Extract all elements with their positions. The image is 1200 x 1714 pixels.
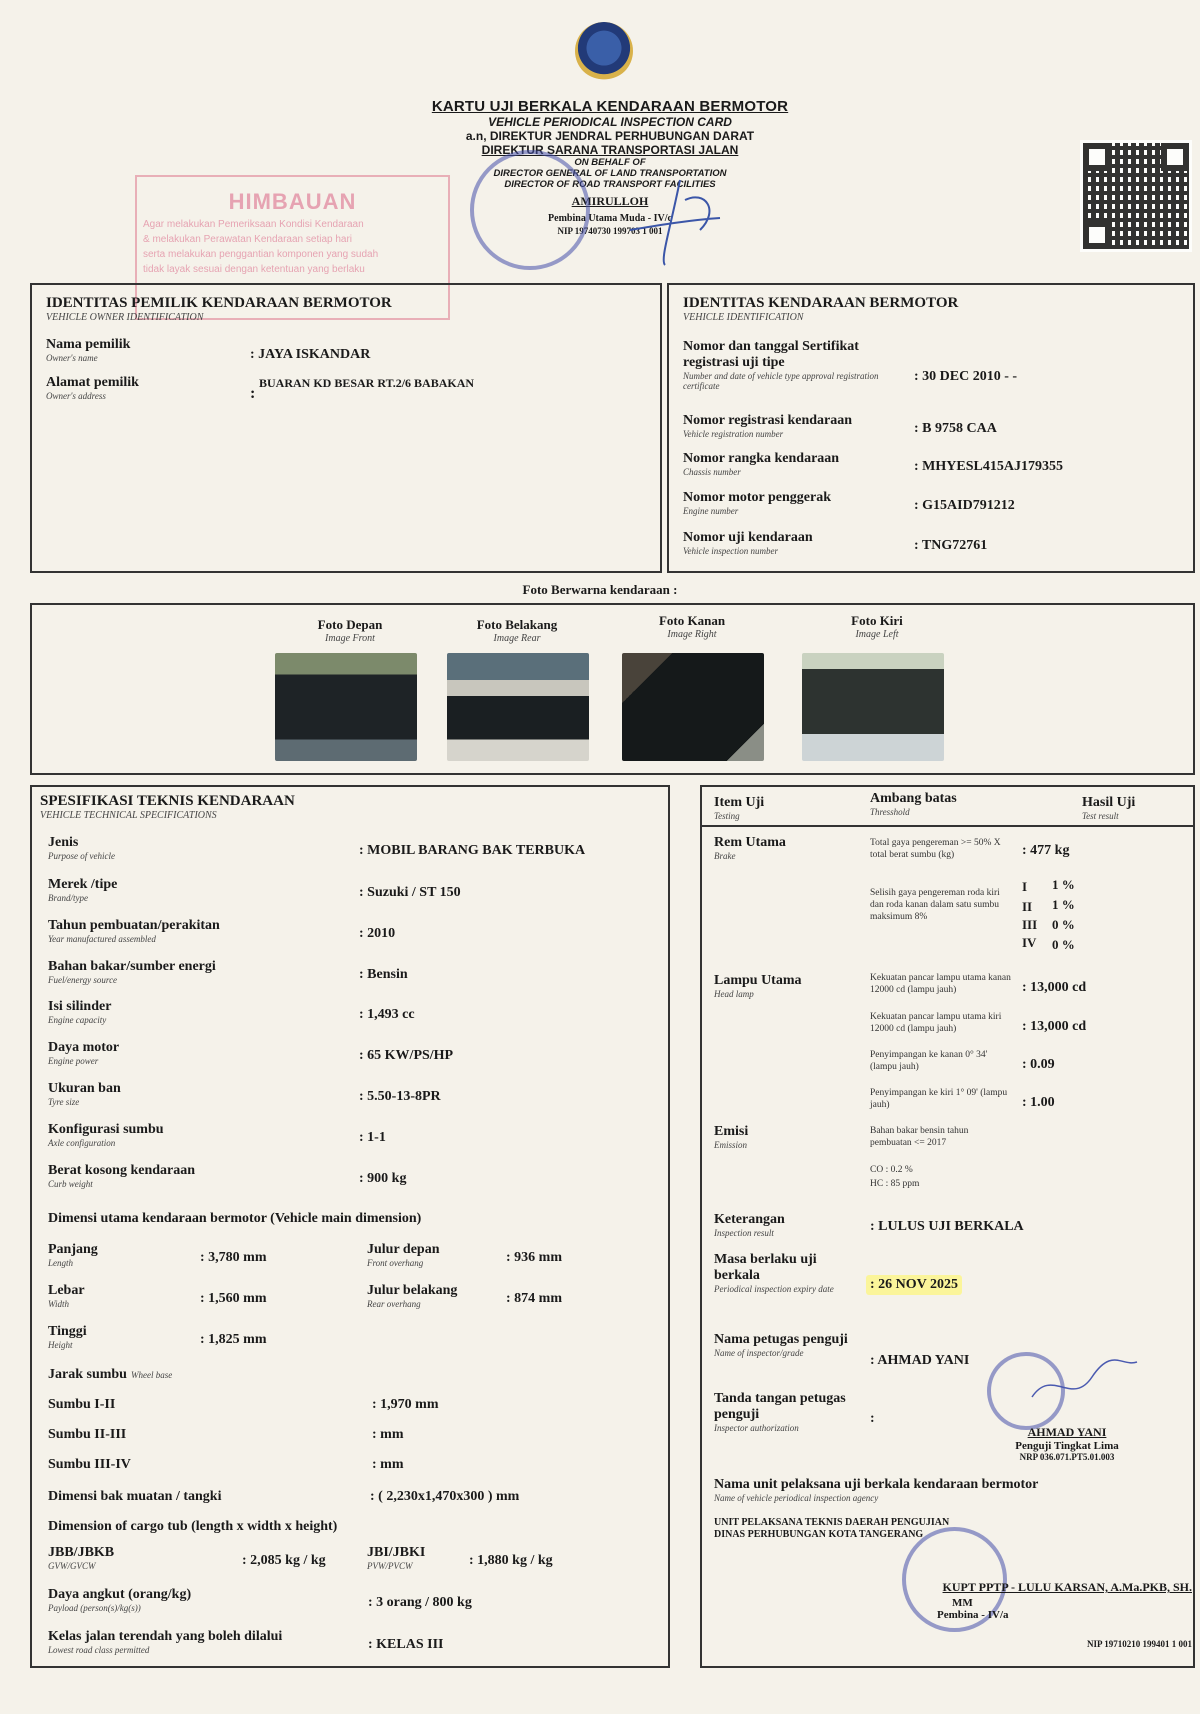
- inspector-signature-name: AHMAD YANI: [1027, 1425, 1107, 1439]
- field-label: JBB/JBKB: [48, 1545, 115, 1560]
- payload-value: : 3 orang / 800 kg: [368, 1595, 472, 1610]
- threshold-text: Bahan bakar bensin tahun pembuatan <= 2017: [870, 1126, 969, 1148]
- himbauan-line: Agar melakukan Pemeriksaan Kondisi Kendaraan: [143, 219, 364, 230]
- photo-label: Foto Kanan: [658, 613, 726, 628]
- agency-line-1: UNIT PELAKSANA TEKNIS DAERAH PENGUJIAN: [714, 1517, 950, 1528]
- axle-value: 0 %: [1052, 917, 1075, 932]
- field-sublabel: Engine power: [48, 1056, 99, 1066]
- photo-rear: [447, 653, 589, 761]
- section-title: IDENTITAS PEMILIK KENDARAAN BERMOTOR: [46, 295, 392, 311]
- brake-result: : 477 kg: [1022, 843, 1070, 858]
- column-subheader: Thresshold: [870, 807, 910, 817]
- photo-left: [802, 653, 944, 761]
- test-item-sublabel: Brake: [714, 851, 736, 861]
- field-sublabel: PVW/PVCW: [367, 1561, 413, 1571]
- threshold-text: Penyimpangan ke kiri 1° 09' (lampu jauh): [870, 1088, 1008, 1110]
- field-sublabel: Tyre size: [48, 1097, 80, 1107]
- field-sublabel: Chassis number: [683, 467, 741, 477]
- photo-sublabel: Image Rear: [493, 633, 541, 644]
- ministry-emblem-icon: [575, 22, 633, 80]
- on-behalf-en-1: ON BEHALF OF: [574, 157, 646, 168]
- photo-label: Foto Kiri: [851, 613, 903, 628]
- field-label: Nama petugas penguji: [714, 1332, 848, 1347]
- field-label: Isi silinder: [48, 999, 112, 1014]
- axle-label: I: [1022, 879, 1028, 894]
- on-behalf-en-2: DIRECTOR GENERAL OF LAND TRANSPORTATION: [493, 168, 727, 179]
- technical-specifications-section: [30, 785, 670, 1668]
- field-label: Keterangan: [714, 1212, 785, 1227]
- field-label: Nomor motor penggerak: [683, 490, 832, 505]
- field-sublabel: Curb weight: [48, 1179, 93, 1189]
- road-class-value: : KELAS III: [368, 1637, 444, 1652]
- wheelbase-value: : 1,970 mm: [372, 1397, 439, 1412]
- purpose-value: : MOBIL BARANG BAK TERBUKA: [359, 843, 586, 858]
- owner-identification-section: [30, 283, 662, 573]
- agency-head-nip: NIP 19710210 199401 1 001: [1086, 1639, 1192, 1649]
- owner-address-value: BUARAN KD BESAR RT.2/6 BABAKAN: [259, 376, 475, 390]
- qr-corner-icon: [1083, 221, 1111, 249]
- front-overhang-value: : 936 mm: [506, 1250, 562, 1265]
- agency-head-name: KUPT PPTP - LULU KARSAN, A.Ma.PKB, SH.: [942, 1580, 1192, 1594]
- himbauan-line: & melakukan Perawatan Kendaraan setiap hari: [143, 234, 353, 245]
- on-behalf-en-3: DIRECTOR OF ROAD TRANSPORT FACILITIES: [504, 179, 716, 190]
- vehicle-photos-section: [30, 603, 1195, 775]
- engine-power-value: : 65 KW/PS/HP: [359, 1048, 454, 1063]
- section-title: SPESIFIKASI TEKNIS KENDARAAN: [40, 793, 295, 809]
- lamp-result: : 1.00: [1022, 1095, 1055, 1110]
- field-sublabel: Owner's address: [46, 391, 106, 401]
- curb-weight-value: : 900 kg: [359, 1171, 407, 1186]
- rear-overhang-value: : 874 mm: [506, 1291, 562, 1306]
- field-label: Masa berlaku uji berkala: [714, 1252, 817, 1283]
- field-sublabel: GVW/GVCW: [48, 1561, 96, 1571]
- field-sublabel: Length: [48, 1258, 74, 1268]
- axle-label: IV: [1022, 935, 1037, 950]
- pvw-value: : 1,880 kg / kg: [469, 1553, 553, 1568]
- type-approval-value: : 30 DEC 2010 - -: [914, 369, 1018, 384]
- field-label: Daya motor: [48, 1040, 120, 1055]
- field-sublabel: Lowest road class permitted: [48, 1645, 150, 1655]
- cargo-label-en: Dimension of cargo tub (length x width x height): [48, 1519, 338, 1534]
- field-sublabel: Purpose of vehicle: [48, 851, 115, 861]
- photo-front: [275, 653, 417, 761]
- photo-sublabel: Image Right: [667, 629, 717, 640]
- dimension-title: Dimensi utama kendaraan bermotor (Vehicle main dimension): [48, 1211, 422, 1226]
- agency-line-2: DINAS PERHUBUNGAN KOTA TANGERANG: [714, 1529, 924, 1540]
- section-subtitle: VEHICLE OWNER IDENTIFICATION: [46, 312, 204, 323]
- agency-head-rank: Pembina - IV/a: [937, 1609, 1009, 1621]
- signer-nip: NIP 19740730 199703 1 001: [557, 226, 663, 236]
- axle-config-value: : 1-1: [359, 1130, 386, 1145]
- himbauan-line: tidak layak sesuai dengan ketentuan yang berlaku: [143, 264, 365, 275]
- axle-value: 1 %: [1052, 877, 1075, 892]
- field-label: Kelas jalan terendah yang boleh dilalui: [48, 1629, 283, 1644]
- signature-colon: :: [870, 1411, 875, 1426]
- expiry-date-value: : 26 NOV 2025: [866, 1275, 962, 1295]
- card-title-en: VEHICLE PERIODICAL INSPECTION CARD: [488, 115, 732, 129]
- field-sublabel: Fuel/energy source: [48, 975, 118, 985]
- colon: :: [250, 385, 256, 402]
- field-label: Nomor registrasi kendaraan: [683, 413, 853, 428]
- test-item-label: Lampu Utama: [714, 973, 802, 988]
- field-label: Julur belakang: [367, 1283, 458, 1298]
- official-stamp-icon: [470, 150, 590, 270]
- himbauan-title: HIMBAUAN: [228, 189, 357, 214]
- qr-code: [1080, 140, 1192, 252]
- field-sublabel: Brand/type: [48, 893, 88, 903]
- field-sublabel: Owner's name: [46, 353, 98, 363]
- lamp-result: : 0.09: [1022, 1057, 1055, 1072]
- chassis-number-value: : MHYESL415AJ179355: [914, 459, 1063, 474]
- field-label: Tanda tangan petugas penguji: [714, 1391, 846, 1422]
- photo-label: Foto Depan: [317, 617, 383, 632]
- registration-number-value: : B 9758 CAA: [914, 421, 997, 436]
- tyre-size-value: : 5.50-13-8PR: [359, 1089, 441, 1104]
- photos-title: Foto Berwarna kendaraan :: [522, 582, 678, 597]
- inspection-number-value: : TNG72761: [914, 538, 988, 553]
- field-label: Konfigurasi sumbu: [48, 1122, 164, 1137]
- field-label: Nomor uji kendaraan: [683, 530, 813, 545]
- wheelbase-value: : mm: [372, 1457, 404, 1472]
- qr-corner-icon: [1083, 143, 1111, 171]
- column-header: Ambang batas: [870, 791, 957, 806]
- field-sublabel: Inspection result: [714, 1228, 774, 1238]
- inspection-result-value: : LULUS UJI BERKALA: [870, 1219, 1024, 1234]
- signature-icon: [610, 170, 730, 270]
- cargo-label: Dimensi bak muatan / tangki: [48, 1489, 222, 1504]
- test-item-sublabel: Head lamp: [714, 989, 754, 999]
- column-subheader: Test result: [1082, 811, 1119, 821]
- field-sublabel: Front overhang: [367, 1258, 424, 1268]
- photo-sublabel: Image Front: [325, 633, 375, 644]
- header-divider: [702, 825, 1193, 827]
- width-value: : 1,560 mm: [200, 1291, 267, 1306]
- column-header: Hasil Uji: [1082, 795, 1136, 810]
- field-sublabel: Payload (person(s)/kg(s)): [48, 1603, 141, 1613]
- field-sublabel: Axle configuration: [48, 1138, 116, 1148]
- column-header: Item Uji: [714, 795, 765, 810]
- fuel-value: : Bensin: [359, 967, 408, 982]
- qr-corner-icon: [1161, 143, 1189, 171]
- photo-right: [622, 653, 764, 761]
- engine-capacity-value: : 1,493 cc: [359, 1007, 415, 1022]
- threshold-text: Penyimpangan ke kanan 0° 34' (lampu jauh): [870, 1050, 988, 1072]
- emission-co: CO : 0.2 %: [870, 1165, 913, 1175]
- field-label: Nomor rangka kendaraan: [683, 451, 840, 466]
- field-label: JBI/JBKI: [367, 1545, 426, 1560]
- field-label: Merek /tipe: [48, 877, 118, 892]
- agency-head-title-suffix: MM: [952, 1597, 973, 1609]
- field-sublabel: Name of vehicle periodical inspection agency: [714, 1493, 879, 1503]
- field-label: Lebar: [48, 1283, 85, 1298]
- year-value: : 2010: [359, 926, 396, 941]
- field-sublabel: Width: [48, 1299, 70, 1309]
- field-sublabel: Inspector authorization: [714, 1423, 799, 1433]
- test-item-label: Rem Utama: [714, 835, 786, 850]
- inspector-name-value: : AHMAD YANI: [870, 1353, 970, 1368]
- field-sublabel: Year manufactured assembled: [48, 934, 156, 944]
- emission-hc: HC : 85 ppm: [870, 1179, 920, 1189]
- threshold-text: Selisih gaya pengereman roda kiri dan roda kanan dalam satu sumbu maksimum 8%: [870, 888, 1000, 922]
- field-label: Tahun pembuatan/perakitan: [48, 918, 220, 933]
- vehicle-identification-section: [667, 283, 1195, 573]
- wheelbase-sublabel: Wheel base: [130, 1370, 173, 1380]
- axle-value: 0 %: [1052, 937, 1075, 952]
- field-label: Ukuran ban: [48, 1081, 121, 1096]
- field-sublabel: Engine capacity: [48, 1015, 107, 1025]
- field-sublabel: Rear overhang: [367, 1299, 421, 1309]
- inspector-signature-nrp: NRP 036.071.PT5.01.003: [1019, 1452, 1115, 1462]
- field-label: Berat kosong kendaraan: [48, 1163, 196, 1178]
- test-results-section: [700, 785, 1195, 1668]
- field-label: Nama pemilik: [46, 337, 131, 352]
- threshold-text: Total gaya pengereman >= 50% X total berat sumbu (kg): [870, 838, 1001, 860]
- lamp-result: : 13,000 cd: [1022, 1019, 1087, 1034]
- engine-number-value: : G15AID791212: [914, 498, 1015, 513]
- section-title: IDENTITAS KENDARAAN BERMOTOR: [683, 295, 959, 311]
- height-value: : 1,825 mm: [200, 1332, 267, 1347]
- signer-name: AMIRULLOH: [571, 194, 649, 208]
- column-subheader: Testing: [714, 811, 740, 821]
- wheelbase-label: Sumbu II-III: [48, 1427, 127, 1442]
- cargo-value: : ( 2,230x1,470x300 ) mm: [370, 1489, 520, 1504]
- field-label: Jenis: [48, 835, 79, 850]
- owner-name-value: : JAYA ISKANDAR: [250, 347, 371, 362]
- field-label: Julur depan: [367, 1242, 440, 1257]
- wheelbase-label: Sumbu III-IV: [48, 1457, 131, 1472]
- field-label: Nomor dan tanggal Sertifikat registrasi uji tipe: [683, 339, 859, 370]
- lamp-result: : 13,000 cd: [1022, 980, 1087, 995]
- field-sublabel: Number and date of vehicle type approval registration certificate: [683, 371, 879, 391]
- on-behalf-line-1: a.n, DIREKTUR JENDRAL PERHUBUNGAN DARAT: [465, 129, 755, 143]
- field-sublabel: Name of inspector/grade: [714, 1348, 804, 1358]
- photo-label: Foto Belakang: [476, 617, 558, 632]
- field-sublabel: Vehicle registration number: [683, 429, 784, 439]
- axle-value: 1 %: [1052, 897, 1075, 912]
- threshold-text: Kekuatan pancar lampu utama kiri 12000 cd (lampu jauh): [870, 1012, 1002, 1034]
- field-label: Daya angkut (orang/kg): [48, 1587, 192, 1602]
- signer-rank: Pembina Utama Muda - IV/c: [548, 213, 672, 224]
- field-sublabel: Vehicle inspection number: [683, 546, 778, 556]
- threshold-text: Kekuatan pancar lampu utama kanan 12000 cd (lampu jauh): [870, 973, 1011, 995]
- field-label: Nama unit pelaksana uji berkala kendaraan bermotor: [714, 1477, 1039, 1492]
- test-item-label: Emisi: [714, 1124, 749, 1139]
- field-label: Bahan bakar/sumber energi: [48, 959, 216, 974]
- wheelbase-label: Sumbu I-II: [48, 1397, 116, 1412]
- test-item-sublabel: Emission: [714, 1140, 748, 1150]
- field-sublabel: Height: [48, 1340, 73, 1350]
- field-label: Tinggi: [48, 1324, 87, 1339]
- inspector-signature-icon: [1022, 1357, 1142, 1417]
- on-behalf-line-2: DIREKTUR SARANA TRANSPORTASI JALAN: [481, 143, 739, 157]
- section-subtitle: VEHICLE TECHNICAL SPECIFICATIONS: [40, 810, 217, 821]
- field-sublabel: Engine number: [683, 506, 739, 516]
- wheelbase-title: Jarak sumbu: [48, 1367, 127, 1382]
- inspector-signature-rank: Penguji Tingkat Lima: [1015, 1440, 1119, 1452]
- section-subtitle: VEHICLE IDENTIFICATION: [683, 312, 804, 323]
- axle-label: II: [1022, 899, 1033, 914]
- brand-type-value: : Suzuki / ST 150: [359, 885, 461, 900]
- field-label: Panjang: [48, 1242, 98, 1257]
- gvw-value: : 2,085 kg / kg: [242, 1553, 326, 1568]
- photo-sublabel: Image Left: [855, 629, 899, 640]
- field-sublabel: Periodical inspection expiry date: [714, 1284, 834, 1294]
- length-value: : 3,780 mm: [200, 1250, 267, 1265]
- wheelbase-value: : mm: [372, 1427, 404, 1442]
- axle-label: III: [1022, 917, 1038, 932]
- himbauan-line: serta melakukan penggantian komponen yang sudah: [143, 249, 379, 260]
- field-label: Alamat pemilik: [46, 375, 139, 390]
- card-title: KARTU UJI BERKALA KENDARAAN BERMOTOR: [431, 98, 789, 115]
